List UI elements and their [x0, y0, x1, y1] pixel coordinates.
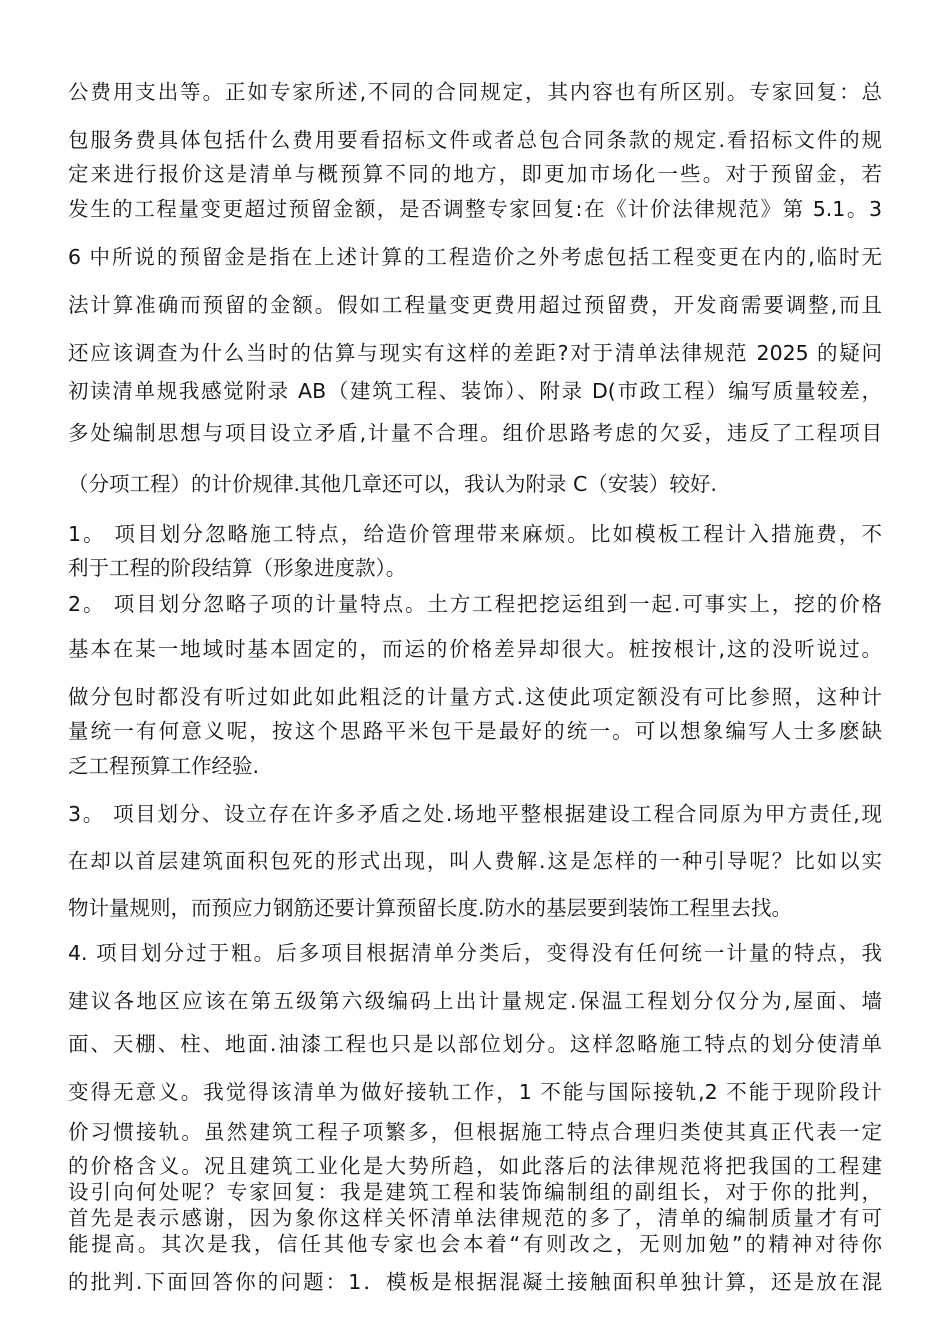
text-line: 在却以首层建筑面积包死的形式出现，叫人费解.这是怎样的一种引导呢？比如以实	[68, 849, 882, 873]
text-line: 定来进行报价这是清单与概预算不同的地方，即更加市场化一些。对于预留金，若	[68, 162, 882, 186]
text-line: 的批判.下面回答你的问题：1．模板是根据混凝土接触面积单独计算，还是放在混	[68, 1270, 882, 1294]
text-line: 4. 项目划分过于粗。后多项目根据清单分类后，变得没有任何统一计量的特点，我	[68, 941, 882, 965]
text-line: 能提高。其次是我，信任其他专家也会本着“有则改之，无则加勉”的精神对待你	[68, 1232, 882, 1256]
text-line: 价习惯接轨。虽然建筑工程子项繁多，但根据施工特点合理归类使其真正代表一定	[68, 1120, 882, 1144]
text-line: 还应该调查为什么当时的估算与现实有这样的差距?对于清单法律规范 2025 的疑问	[68, 341, 882, 365]
text-line: 法计算准确而预留的金额。假如工程量变更费用超过预留费，开发商需要调整,而且	[68, 293, 882, 317]
text-line: 建议各地区应该在第五级第六级编码上出计量规定.保温工程划分仅分为,屋面、墙	[68, 989, 882, 1013]
text-line: 多处编制思想与项目设立矛盾,计量不合理。组价思路考虑的欠妥，违反了工程项目	[68, 421, 882, 445]
text-line: 乏工程预算工作经验.	[68, 754, 260, 778]
text-line: 2。 项目划分忽略子项的计量特点。土方工程把挖运组到一起.可事实上，挖的价格	[68, 592, 882, 616]
text-line: 发生的工程量变更超过预留金额，是否调整专家回复:在《计价法律规范》第 5.1。3	[68, 197, 882, 221]
text-line: 包服务费具体包括什么费用要看招标文件或者总包合同条款的规定.看招标文件的规	[68, 128, 882, 152]
text-line: 6 中所说的预留金是指在上述计算的工程造价之外考虑包括工程变更在内的,临时无	[68, 245, 882, 269]
text-line: 物计量规则，而预应力钢筋还要计算预留长度.防水的基层要到装饰工程里去找。	[68, 896, 793, 920]
text-line: 首先是表示感谢，因为象你这样关怀清单法律规范的多了，清单的编制质量才有可	[68, 1206, 882, 1230]
text-line: 1。 项目划分忽略施工特点，给造价管理带来麻烦。比如模板工程计入措施费，不	[68, 522, 882, 546]
text-line: 基本在某一地域时基本固定的，而运的价格差异却很大。桩按根计,这的没听说过。	[68, 637, 882, 661]
text-line: 设引向何处呢？专家回复：我是建筑工程和装饰编制组的副组长，对于你的批判，	[68, 1180, 882, 1204]
text-line: 变得无意义。我觉得该清单为做好接轨工作，1 不能与国际接轨,2 不能于现阶段计	[68, 1080, 882, 1104]
text-line: 公费用支出等。正如专家所述,不同的合同规定，其内容也有所区别。专家回复：总	[68, 80, 882, 104]
text-line: 的价格含义。况且建筑工业化是大势所趋，如此落后的法律规范将把我国的工程建	[68, 1154, 882, 1178]
text-line: 初读清单规我感觉附录 AB（建筑工程、装饰）、附录 D(市政工程）编写质量较差，	[68, 379, 882, 403]
text-line: 3。 项目划分、设立存在许多矛盾之处.场地平整根据建设工程合同原为甲方责任,现	[68, 802, 882, 826]
text-line: 量统一有何意义呢，按这个思路平米包干是最好的统一。可以想象编写人士多麽缺	[68, 719, 882, 743]
text-line: 做分包时都没有听过如此如此粗泛的计量方式.这使此项定额没有可比参照，这种计	[68, 685, 882, 709]
text-line: （分项工程）的计价规律.其他几章还可以，我认为附录 C（安装）较好.	[68, 472, 717, 496]
text-line: 面、天棚、柱、地面.油漆工程也只是以部位划分。这样忽略施工特点的划分使清单	[68, 1032, 882, 1056]
text-line: 利于工程的阶段结算（形象进度款）。	[68, 556, 407, 580]
